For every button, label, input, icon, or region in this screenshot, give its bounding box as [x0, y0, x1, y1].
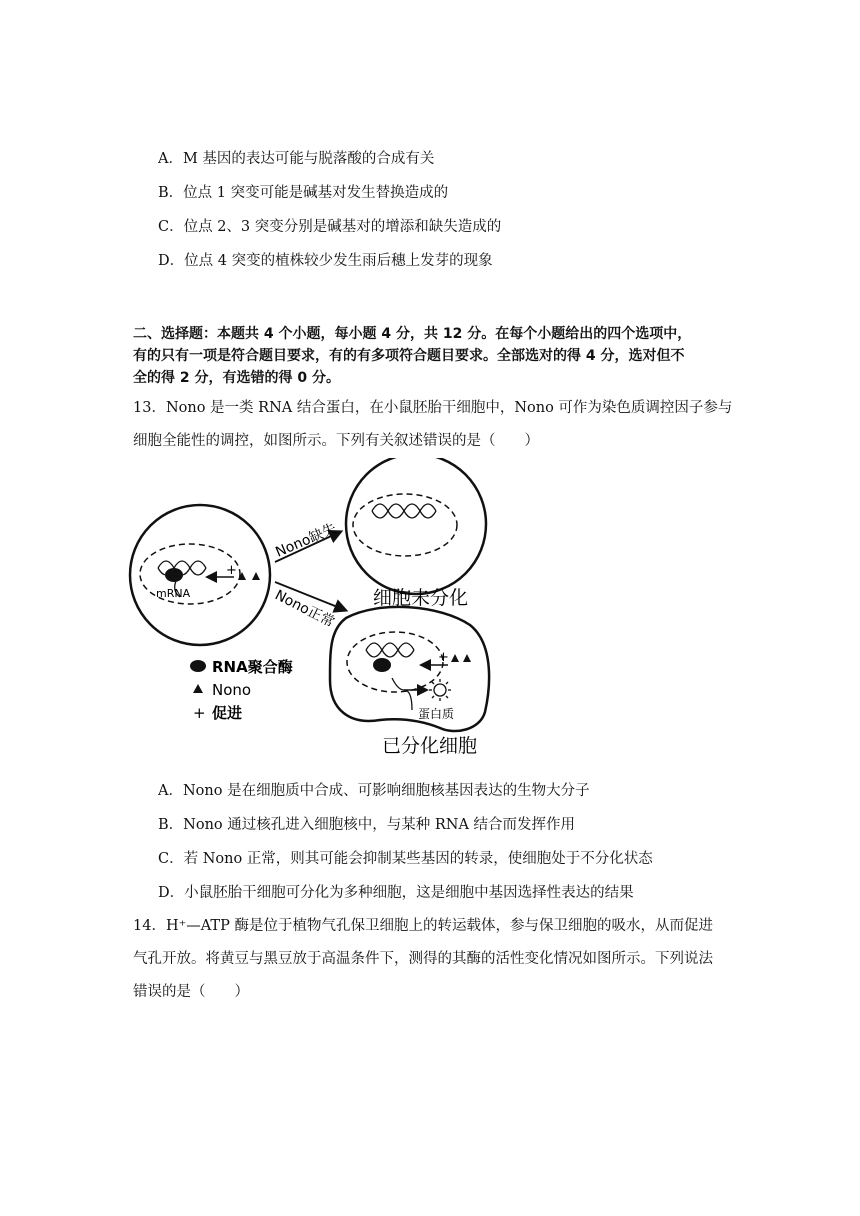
stem-cell — [130, 505, 270, 645]
q14-stem-line3: 错误的是（ ） — [133, 984, 249, 1000]
plus-sign: + — [438, 650, 449, 665]
q13-stem-line1: 13．Nono 是一类 RNA 结合蛋白，在小鼠胚胎干细胞中，Nono 可作为染色质调控因子参与 — [133, 400, 733, 416]
q14-stem-line2: 气孔开放。将黄豆与黑豆放于高温条件下，测得的其酶的活性变化情况如图所示。下列说法 — [133, 951, 713, 967]
plus-sign: + — [226, 563, 237, 578]
section2-line3: 全的得 2 分，有选错的得 0 分。 — [133, 370, 340, 386]
q14-stem-line1: 14．H⁺—ATP 酶是位于植物气孔保卫细胞上的转运载体，参与保卫细胞的吸水，从而促进 — [133, 918, 713, 934]
legend-nono: Nono — [212, 681, 252, 699]
differentiated-label: 已分化细胞 — [382, 735, 478, 757]
section2-line2: 有的只有一项是符合题目要求，有的有多项符合题目要求。全部选对的得 4 分，选对但不 — [133, 348, 685, 364]
q13-option-a: A．Nono 是在细胞质中合成、可影响细胞核基因表达的生物大分子 — [158, 783, 590, 799]
legend-plus-symbol: + — [193, 704, 206, 722]
undifferentiated-label: 细胞未分化 — [373, 587, 469, 609]
protein-icon — [429, 679, 451, 701]
arrow-label-nono-missing: Nono缺失 — [273, 520, 339, 561]
nono-icon — [451, 654, 459, 662]
q12-option-c: C．位点 2、3 突变分别是碱基对的增添和缺失造成的 — [158, 219, 502, 235]
q12-option-d: D．位点 4 突变的植株较少发生雨后穗上发芽的现象 — [158, 253, 493, 269]
protein-label: 蛋白质 — [418, 707, 455, 721]
q12-option-b: B．位点 1 突变可能是碱基对发生替换造成的 — [158, 185, 449, 201]
q13-option-d: D．小鼠胚胎干细胞可分化为多种细胞，这是细胞中基因选择性表达的结果 — [158, 885, 634, 901]
section2-line1: 二、选择题：本题共 4 个小题，每小题 4 分，共 12 分。在每个小题给出的四个选项中， — [133, 326, 692, 342]
q13-diagram — [120, 458, 510, 768]
nono-icon — [252, 572, 260, 580]
differentiated-cell — [330, 607, 489, 731]
q13-option-b: B．Nono 通过核孔进入细胞核中，与某种 RNA 结合而发挥作用 — [158, 817, 576, 833]
q12-option-a: A．M 基因的表达可能与脱落酸的合成有关 — [158, 151, 435, 167]
mrna-label: mRNA — [156, 587, 191, 600]
q13-stem-line2: 细胞全能性的调控，如图所示。下列有关叙述错误的是（ ） — [133, 433, 539, 449]
rna-polymerase-icon — [373, 658, 391, 672]
q13-option-c: C．若 Nono 正常，则其可能会抑制某些基因的转录，使细胞处于不分化状态 — [158, 851, 653, 867]
undifferentiated-cell — [346, 458, 486, 594]
arrow-label-nono-normal: Nono正常 — [272, 587, 337, 631]
diagram-legend — [190, 658, 293, 722]
legend-rna-polymerase: RNA聚合酶 — [212, 658, 293, 676]
legend-promote: 促进 — [212, 704, 243, 722]
rna-polymerase-icon — [165, 568, 183, 582]
nono-icon — [463, 654, 471, 662]
